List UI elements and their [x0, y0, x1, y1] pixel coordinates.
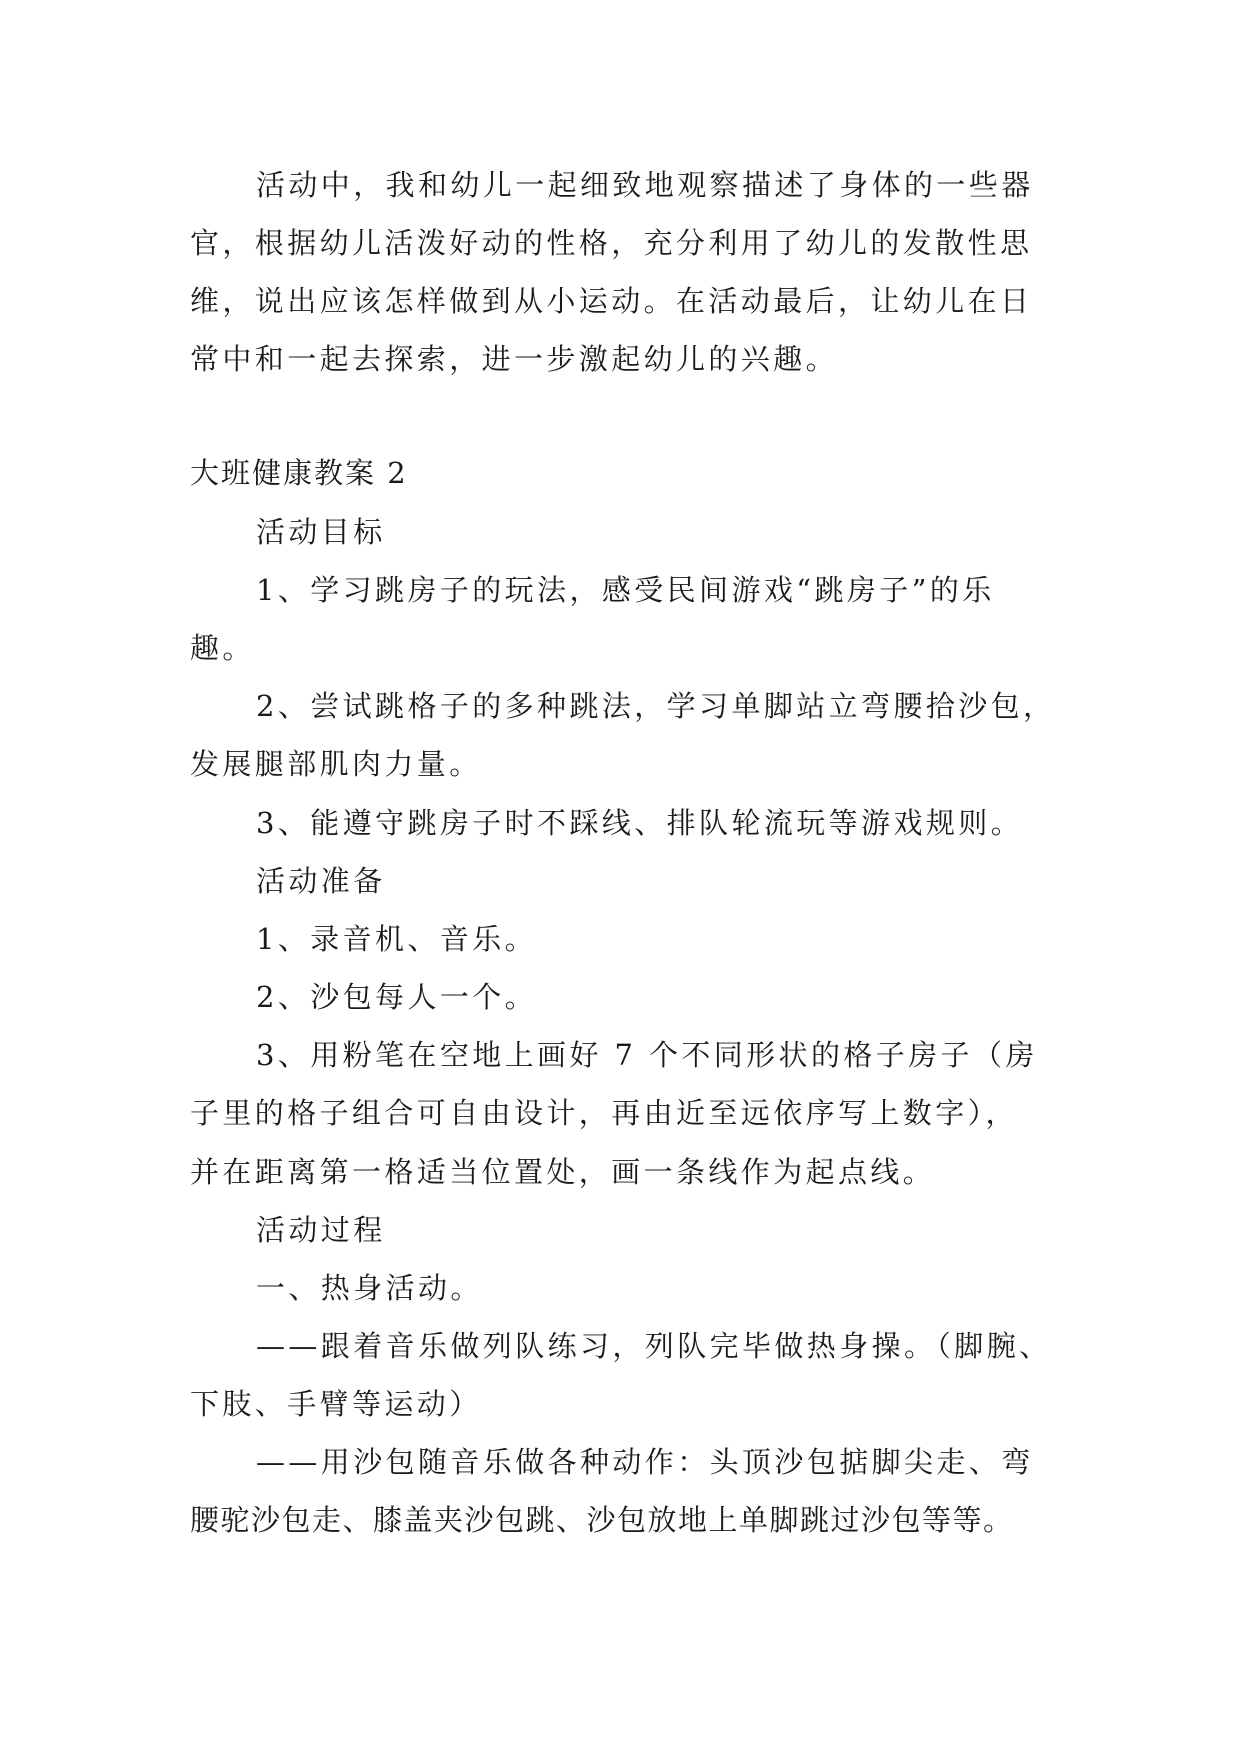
paragraph-line: 一、热身活动。 [256, 1271, 483, 1305]
paragraph-line: 维，说出应该怎样做到从小运动。在活动最后，让幼儿在日 [190, 284, 1033, 318]
paragraph-line: 腰驼沙包走、膝盖夹沙包跳、沙包放地上单脚跳过沙包等等。 [190, 1503, 1014, 1537]
paragraph-line: 3、能遵守跳房子时不踩线、排队轮流玩等游戏规则。 [256, 806, 1024, 840]
paragraph-line: 1、学习跳房子的玩法，感受民间游戏“跳房子”的乐 [256, 573, 995, 607]
section-heading: 活动目标 [256, 515, 386, 549]
paragraph-line: 3、用粉笔在空地上画好 7 个不同形状的格子房子（房 [256, 1038, 1038, 1072]
paragraph-line: 下肢、手臂等运动） [190, 1387, 482, 1421]
paragraph-line: ——用沙包随音乐做各种动作：头顶沙包掂脚尖走、弯 [256, 1445, 1034, 1479]
paragraph-line: 活动中，我和幼儿一起细致地观察描述了身体的一些器 [256, 168, 1034, 202]
paragraph-line: 常中和一起去探索，进一步激起幼儿的兴趣。 [190, 342, 839, 376]
paragraph-line: 趣。 [190, 631, 255, 665]
paragraph-line: ——跟着音乐做列队练习，列队完毕做热身操。（脚腕、 [256, 1329, 1052, 1363]
paragraph-line: 2、尝试跳格子的多种跳法，学习单脚站立弯腰拾沙包， [256, 689, 1056, 723]
paragraph-line: 并在距离第一格适当位置处，画一条线作为起点线。 [190, 1155, 936, 1189]
paragraph-line: 2、沙包每人一个。 [256, 980, 538, 1014]
section-heading: 活动过程 [256, 1213, 386, 1247]
paragraph-line: 1、录音机、音乐。 [256, 922, 538, 956]
section-heading: 活动准备 [256, 864, 386, 898]
section-title: 大班健康教案 2 [190, 456, 408, 490]
paragraph-line: 官，根据幼儿活泼好动的性格，充分利用了幼儿的发散性思 [190, 226, 1033, 260]
paragraph-line: 发展腿部肌肉力量。 [190, 747, 482, 781]
paragraph-line: 子里的格子组合可自由设计，再由近至远依序写上数字）， [190, 1096, 1018, 1130]
